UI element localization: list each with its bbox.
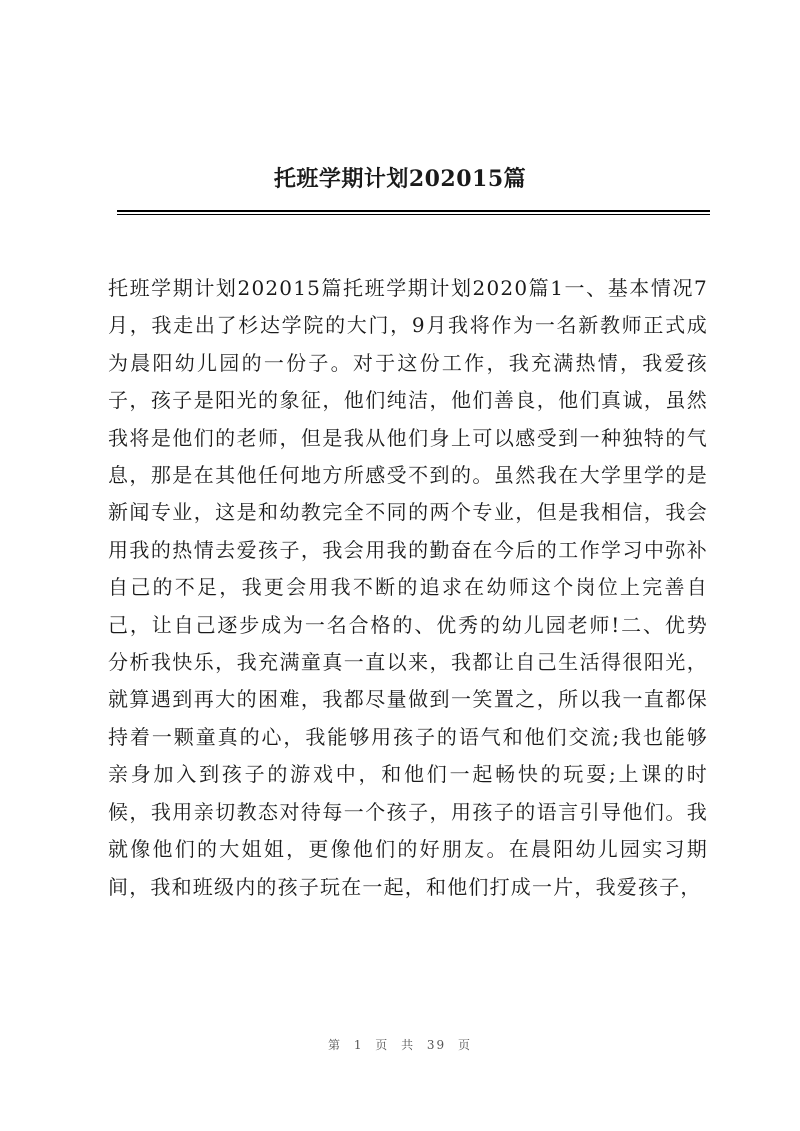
document-title: 托班学期计划202015篇 <box>273 166 527 192</box>
title-divider <box>117 210 710 215</box>
page-number-footer: 第 1 页 共 39 页 <box>328 1038 472 1052</box>
document-body: 托班学期计划202015篇托班学期计划2020篇1一、基本情况7月，我走出了杉达学院的大门，9月我将作为一名新教师正式成为晨阳幼儿园的一份子。对于这份工作，我充满热情，我爱孩子，孩子是阳光的象征，他们纯洁，他们善良，他们真诚，虽然我将是他们的老师，但是我从他们身上可以感受到一种独特的气息，那是在其他任何地方所感受不到的。虽然我在大学里学的是新闻专业，这是和幼教完全不同的两个专业，但是我相信，我会用我的热情去爱孩子，我会用我的勤奋在今后的工作学习中弥补自己的不足，我更会用我不断的追求在幼师这个岗位上完善自己，让自己逐步成为一名合格的、优秀的幼儿园老师!二、优势分析我快乐，我充满童真一直以来，我都让自己生活得很阳光，就算遇到再大的困难，我都尽量做到一笑置之，所以我一直都保持着一颗童真的心，我能够用孩子的语气和他们交流;我也能够亲身加入到孩子的游戏中，和他们一起畅快的玩耍;上课的时候，我用亲切教态对待每一个孩子，用孩子的语言引导他们。我就像他们的大姐姐，更像他们的好朋友。在晨阳幼儿园实习期间，我和班级内的孩子玩在一起，和他们打成一片，我爱孩子， <box>108 276 708 899</box>
